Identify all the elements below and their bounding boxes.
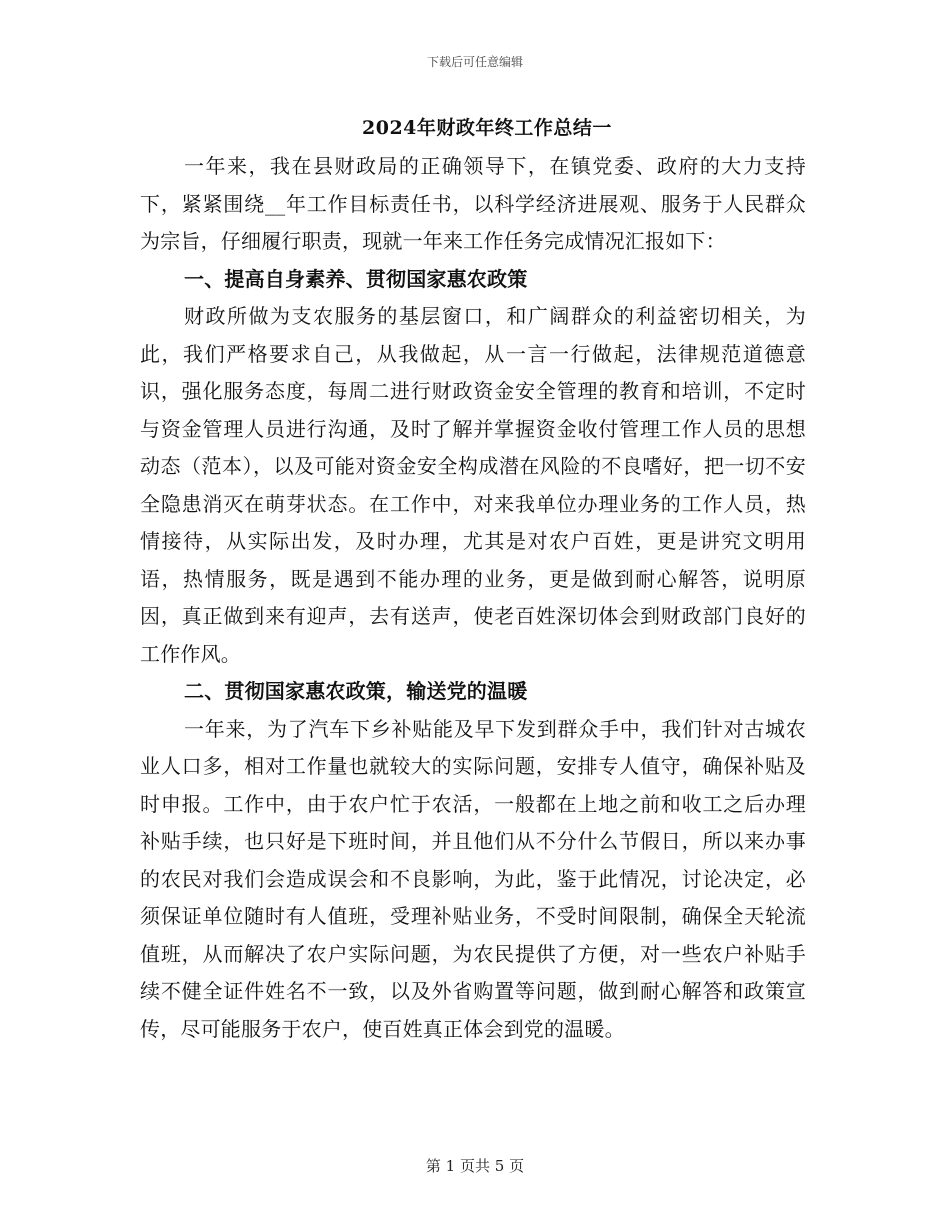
header-note: 下载后可任意编辑 [426, 55, 523, 69]
section-2-paragraph: 一年来，为了汽车下乡补贴能及早下发到群众手中，我们针对古城农业人口多，相对工作量也就较大的实际问题，安排专人值守，确保补贴及时申报。工作中，由于农户忙于农活，一般都在上地之前和收工之后办理补贴手续，也只好是下班时间，并且他们从不分什么节假日，所以来办事的农民对我们会造成误会和不良影响，为此，鉴于此情况，讨论决定，必须保证单位随时有人值班，受理补贴业务，不受时间限制，确保全天轮流值班，从而解决了农户实际问题，为农民提供了方便，对一些农户补贴手续不健全证件姓名不一致，以及外省购置等问题，做到耐心解答和政策宣传，尽可能服务于农户，使百姓真正体会到党的温暖。 [140, 716, 806, 1041]
intro-paragraph: 一年来，我在县财政局的正确领导下，在镇党委、政府的大力支持下，紧紧围绕__年工作目标责任书，以科学经济进展观、服务于人民群众为宗旨，仔细履行职责，现就一年来工作任务完成情况汇报如下： [140, 154, 806, 253]
section-1-paragraph: 财政所做为支农服务的基层窗口，和广阔群众的利益密切相关，为此，我们严格要求自己，从我做起，从一言一行做起，法律规范道德意识，强化服务态度，每周二进行财政资金安全管理的教育和培训，不定时与资金管理人员进行沟通，及时了解并掌握资金收付管理工作人员的思想动态（范本），以及可能对资金安全构成潜在风险的不良嗜好，把一切不安全隐患消灭在萌芽状态。在工作中，对来我单位办理业务的工作人员，热情接待，从实际出发，及时办理，尤其是对农户百姓，更是讲究文明用语，热情服务，既是遇到不能办理的业务，更是做到耐心解答，说明原因，真正做到来有迎声，去有送声，使老百姓深切体会到财政部门良好的工作作风。 [140, 304, 806, 666]
section-2-heading: 二、贯彻国家惠农政策，输送党的温暖 [184, 679, 528, 703]
document-title: 2024年财政年终工作总结一 [362, 117, 612, 139]
section-1-heading: 一、提高自身素养、贯彻国家惠农政策 [184, 266, 528, 291]
document-body [140, 113, 806, 1048]
page-indicator: 第 1 页共 5 页 [425, 1157, 525, 1175]
